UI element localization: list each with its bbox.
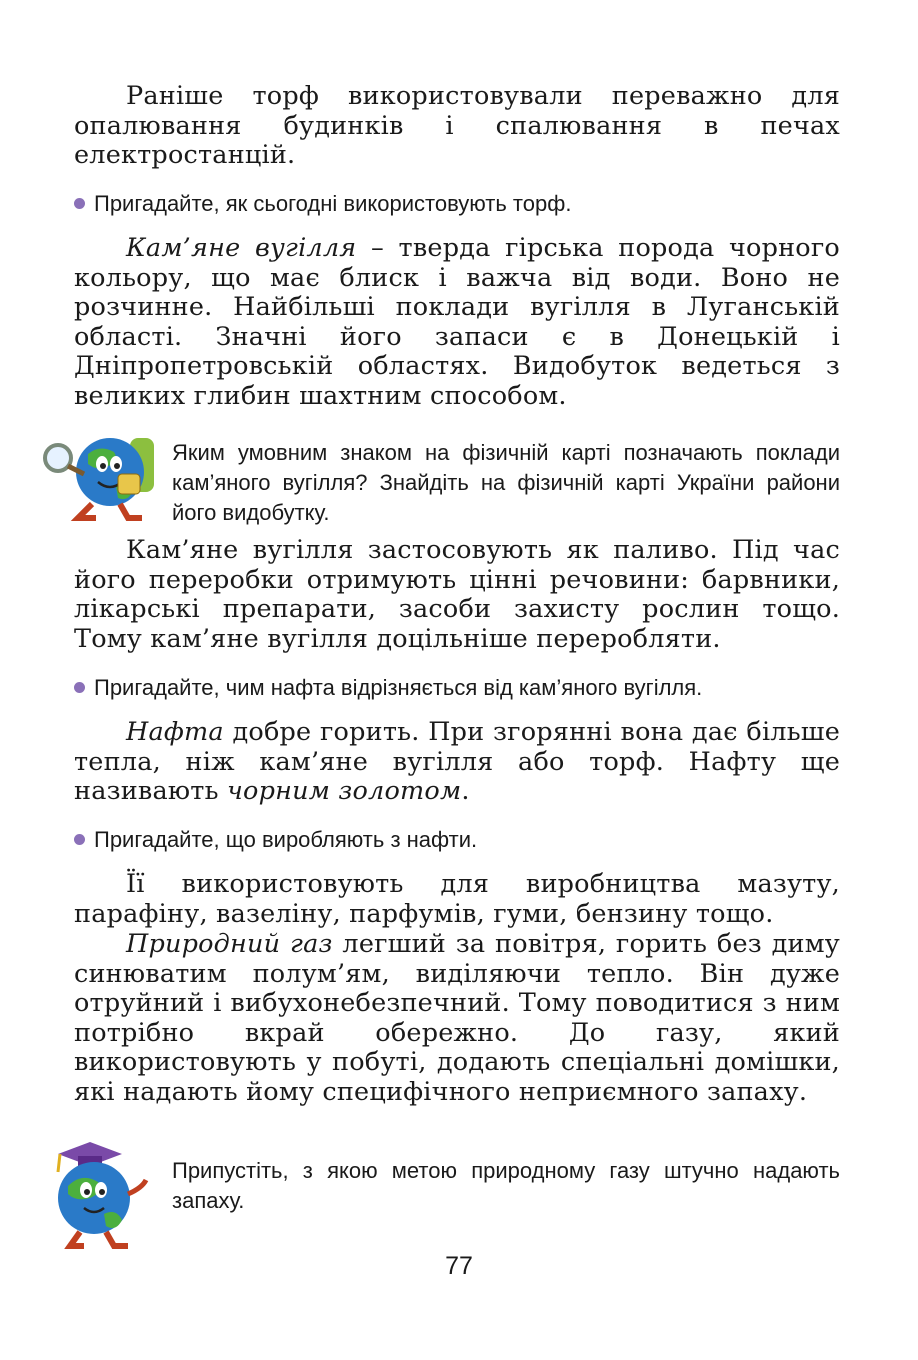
question-text: Пригадайте, чим нафта відрізняється від кам’яного вугілля.: [94, 675, 703, 700]
term-oil: Нафта: [126, 717, 224, 747]
paragraph-peat: Раніше торф використовували переважно для опалювання будинків і спалювання в печах електростанцій.: [74, 81, 840, 170]
paragraph-coal: [74, 234, 840, 411]
task-gas-odor: Припустіть, з якою метою природному газу штучно надають запаху.: [172, 1158, 840, 1213]
paragraph-oil-products: Її використовують для виробництва мазуту, парафіну, вазеліну, парфумів, гуми, бензину тощо.: [74, 869, 840, 929]
question-text: Пригадайте, що виробляють з нафти.: [94, 827, 478, 852]
question-oil-vs-coal: [74, 674, 844, 702]
term-gas: Природний газ: [126, 929, 333, 959]
task-coal-map: Яким умовним знаком на фізичній карті позначають поклади кам’яного вугілля? Знайдіть на фізичній карті України райони його видобутку.: [172, 440, 840, 525]
bullet-dot-icon: [74, 198, 85, 209]
paragraph-coal-text: – тверда гірська порода чорного кольору, що має блиск і важча від води. Воно не розчинне. Найбільші поклади вугілля в Луганській області. Значні його запаси є в Донецькій і Дніпропетровській областях. Видобуток ведеться з великих глибин шахтним способом.: [74, 233, 840, 411]
paragraph-oil-end: .: [461, 776, 470, 806]
question-text: Пригадайте, як сьогодні використовують торф.: [94, 191, 572, 216]
paragraph-gas: [74, 930, 840, 1107]
paragraph-oil-text: добре горить. При згорянні вона дає більше тепла, ніж кам’яне вугілля або торф. Нафту ще називають: [74, 717, 840, 806]
term-coal: Кам’яне вугілля: [126, 233, 357, 263]
question-peat-usage: [74, 190, 844, 218]
paragraph-oil: [74, 718, 840, 807]
question-oil-products: [74, 826, 844, 854]
page-number: 77: [445, 1252, 473, 1280]
bullet-dot-icon: [74, 834, 85, 845]
paragraph-coal-usage: Кам’яне вугілля застосовують як паливо. Під час його переробки отримують цінні речовини: барвники, лікарські препарати, засоби захисту рослин тощо. Тому кам’яне вугілля доцільніше переробляти.: [74, 535, 840, 654]
globe-mascot-with-magnifier-icon: [40, 428, 158, 524]
bullet-dot-icon: [74, 682, 85, 693]
term-black-gold: чорним золотом: [226, 776, 462, 806]
globe-mascot-with-graduation-cap-icon: [44, 1142, 154, 1250]
paragraph-gas-text: легший за повітря, горить без диму синюватим полум’ям, виділяючи тепло. Він дуже отруйний і вибухонебезпечний. Тому поводитися з ним потрібно вкрай обережно. До газу, який використовують у побуті, додають спеціальні домішки, які надають йому специфічного неприємного запаху.: [74, 929, 840, 1107]
